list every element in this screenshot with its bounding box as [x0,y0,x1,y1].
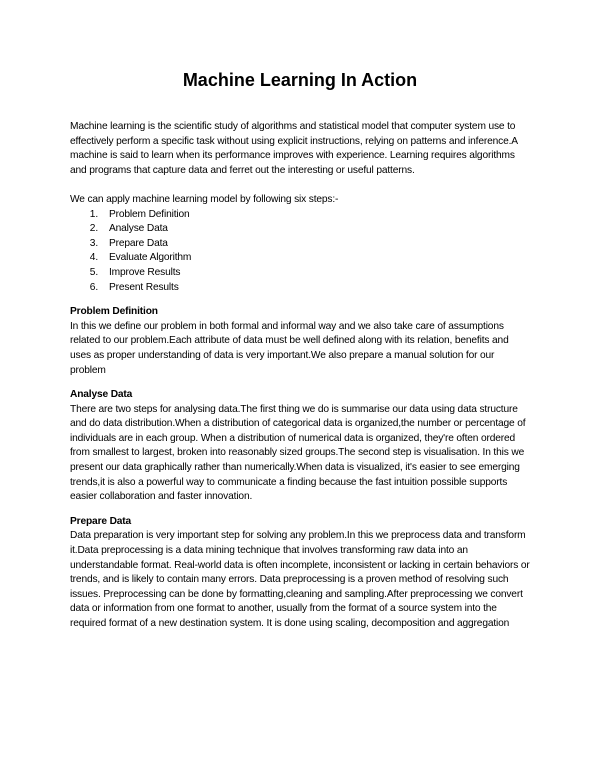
list-item: Present Results [109,281,179,293]
list-item: Analyse Data [109,223,168,235]
document-body [70,120,532,632]
section-heading: Analyse Data [70,389,133,401]
section-heading: Problem Definition [70,306,158,318]
section-problem-definition [70,305,532,378]
list-item: Problem Definition [109,208,190,220]
section-body: In this we define our problem in both formal and informal way and we also take care of assumptions related to our problem.Each attribute of data must be well defined along with its relation, benefits and uses as proper understanding of data is very important.We also prepare a manual solution for our problem [70,320,509,376]
section-body: Data preparation is very important step for solving any problem.In this we preprocess data and transform it.Data preprocessing is a data mining technique that involves transforming raw data into an understandable format. Real-world data is often incomplete, inconsistent or lacking in certain behaviors or trends, and is likely to contain many errors. Data preprocessing is a proven method of resolving such issues. Preprocessing can be done by formatting,cleaning and sampling.After preprocessing we convert data or information from one format to another, usually from the format of a source system into the required format of a new destination system. It is done using scaling, decomposition and aggregation [70,530,530,629]
list-item: Prepare Data [109,237,168,249]
section-heading: Prepare Data [70,515,132,527]
section-body: There are two steps for analysing data.The first thing we do is summarise our data using data structure and do data distribution.When a distribution of categorical data is organized,the number or percentage of individuals are in each group. When a distribution of numerical data is organized, they're often ordered from smallest to largest, broken into reasonably sized groups.The second step is visualisation. In this we present our data graphically rather than numerically.When data is visualized, it's easier to see emerging trends,it is also a powerful way to communicate a finding because the fast intuition possible supports easier collaboration and faster innovation. [70,403,526,503]
list-item: Improve Results [109,266,181,278]
steps-list [70,208,532,296]
section-prepare-data [70,515,532,632]
list-item: Evaluate Algorithm [109,252,192,264]
document-title: Machine Learning In Action [182,70,418,90]
section-analyse-data [70,388,532,505]
steps-intro: We can apply machine learning model by following six steps:- [70,193,339,205]
intro-paragraph: Machine learning is the scientific study of algorithms and statistical model that computer system use to effectively perform a specific task without using explicit instructions, relying on patterns and inference.A machine is said to learn when its performance improves with experience. Learning requires algorithms and programs that capture data and ferret out the interesting or useful patterns. [70,121,518,176]
